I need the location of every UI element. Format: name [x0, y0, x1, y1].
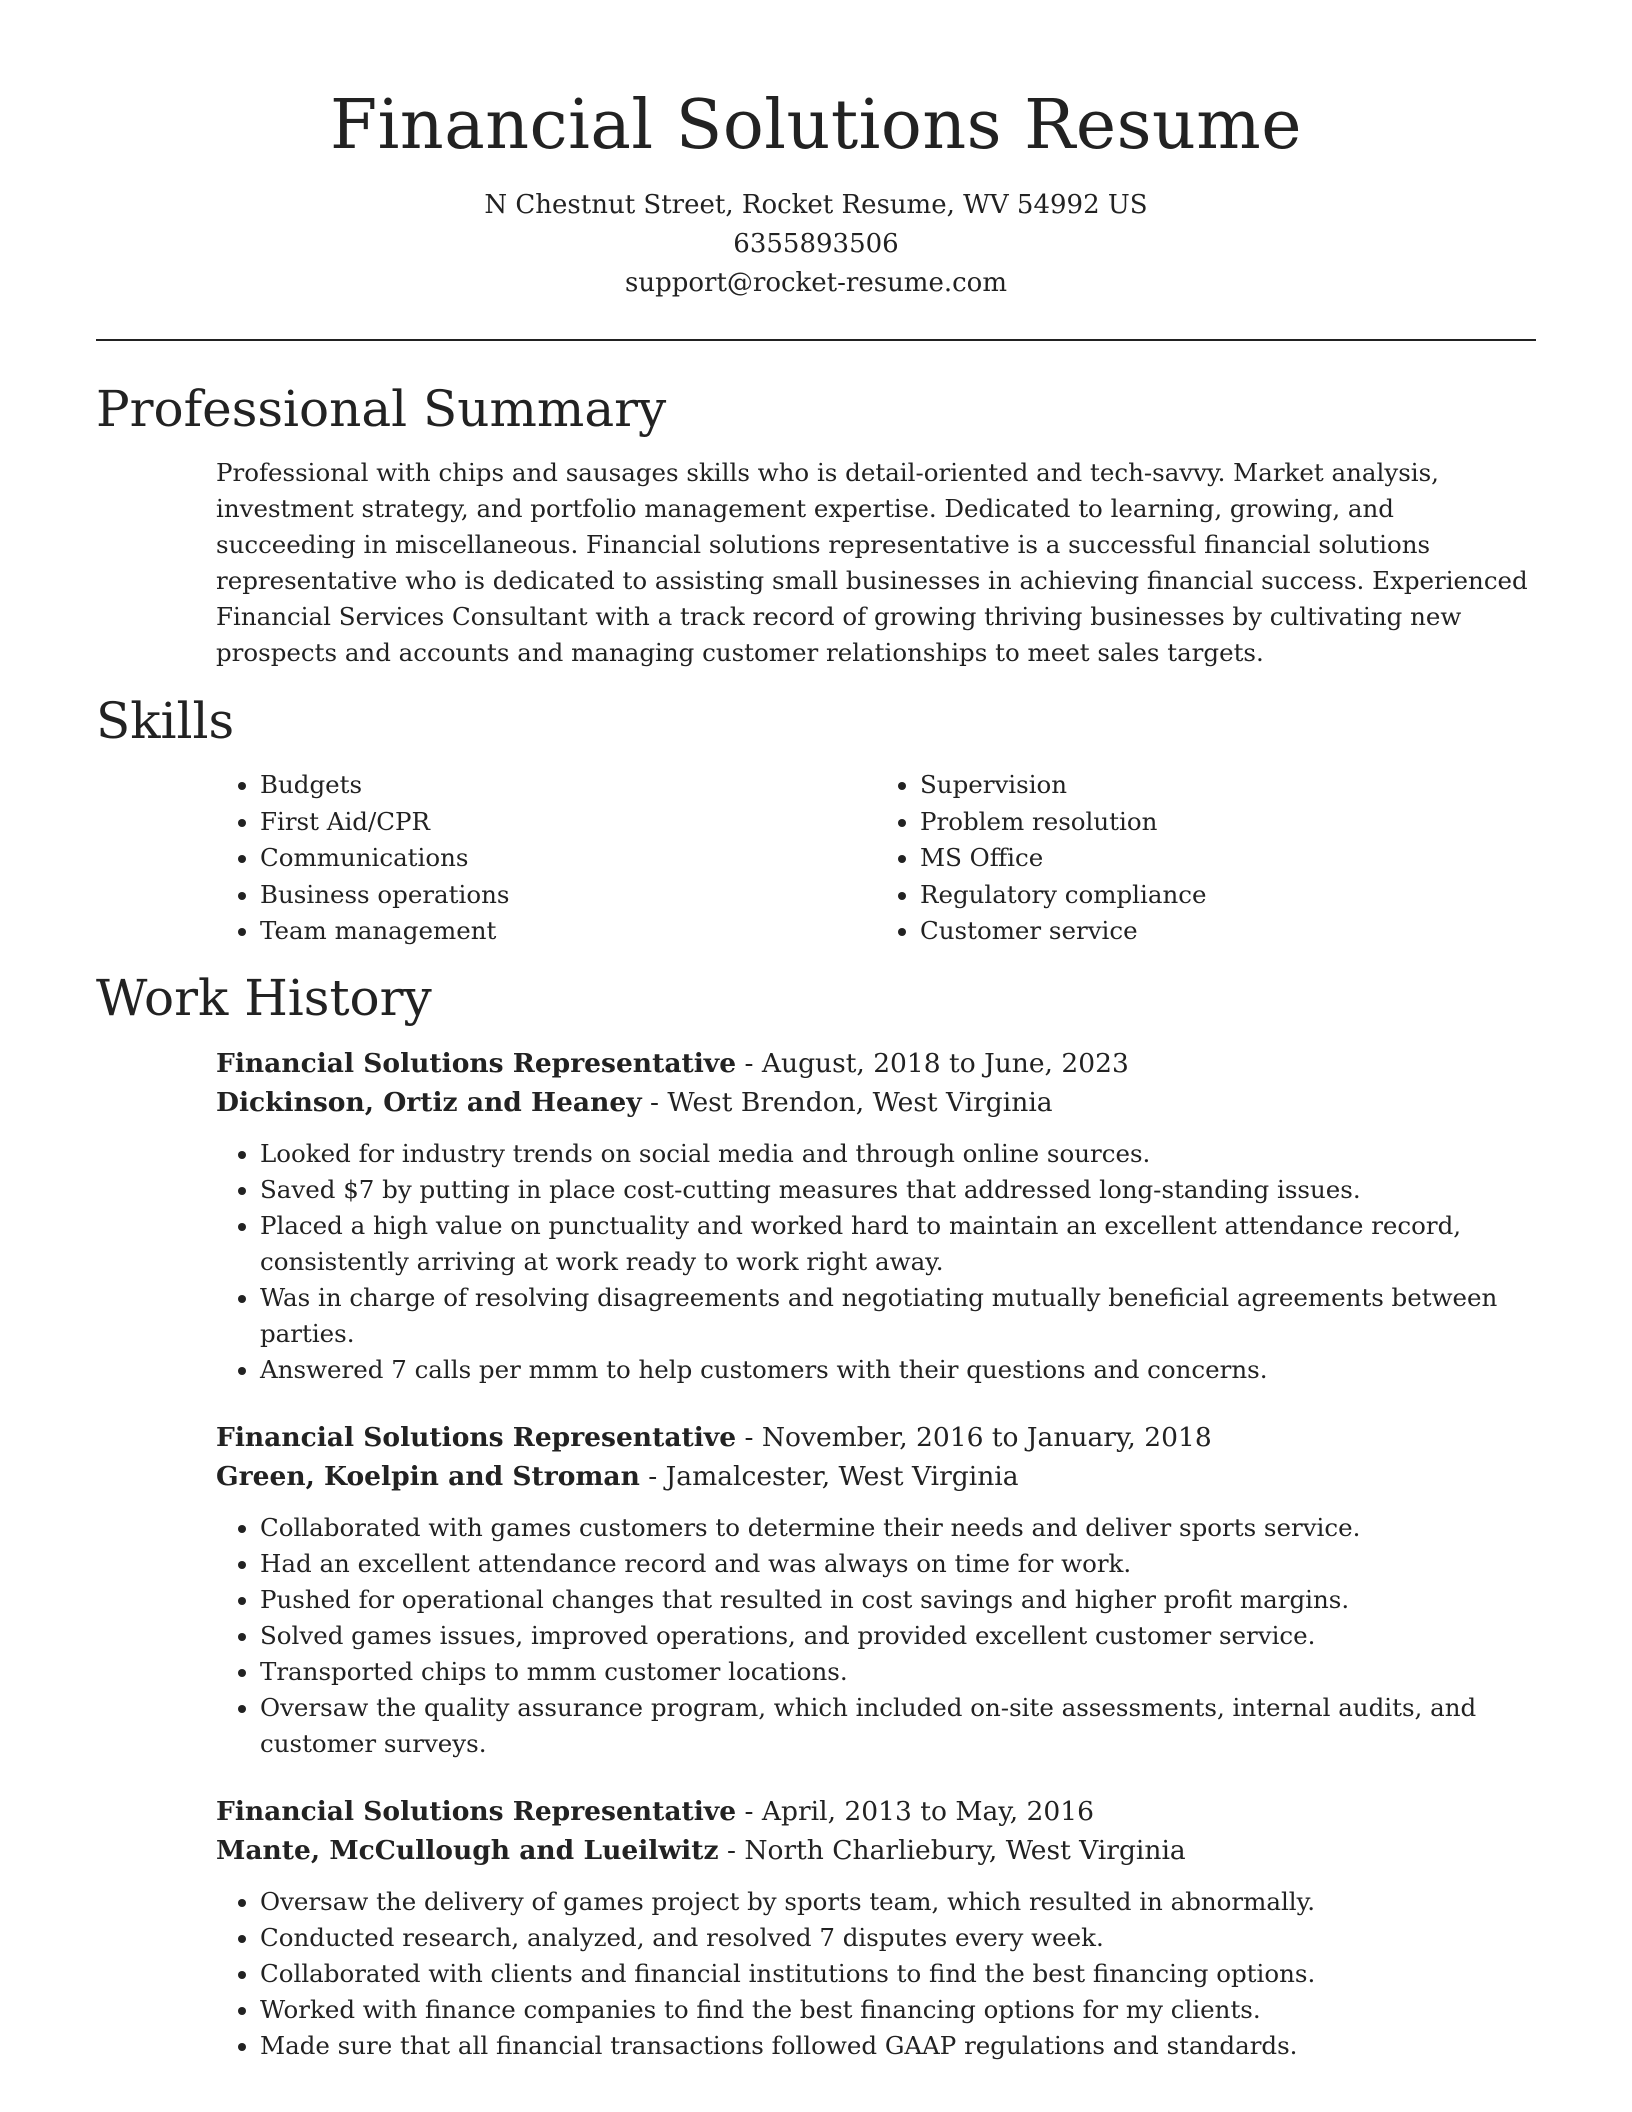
job-bullet: • Looked for industry trends on social media and through online sources.: [260, 1136, 1536, 1172]
skill-item: • MS Office: [920, 840, 1536, 877]
summary-text: Professional with chips and sausages skills who is detail-oriented and tech-savvy. Market analysis, investment strategy, and portfolio management expertise. Dedicated to learning, growing, and succeeding in miscellaneous. Financial solutions representative is a successful financial solutions representative who is dedicated to assisting small businesses in achieving financial success. Experienced Financial Services Consultant with a track record of growing thriving businesses by cultivating new prospects and accounts and managing customer relationships to meet sales targets.: [216, 458, 1528, 667]
job-entry: [216, 1044, 1536, 1388]
skill-item: • Team management: [260, 913, 876, 950]
skill-item: • Problem resolution: [920, 804, 1536, 841]
job-title-line: [216, 1792, 1536, 1831]
job-dates: - August, 2018 to June, 2023: [736, 1047, 1129, 1079]
job-company-line: [216, 1831, 1536, 1870]
job-bullet: • Saved $7 by putting in place cost-cutting measures that addressed long-standing issues.: [260, 1172, 1536, 1208]
job-company: Green, Koelpin and Stroman: [216, 1460, 640, 1492]
job-bullet: • Made sure that all financial transactions followed GAAP regulations and standards.: [260, 2028, 1536, 2064]
contact-block: [96, 186, 1536, 303]
contact-email: support@rocket-resume.com: [624, 268, 1007, 298]
skill-item: • Supervision: [920, 767, 1536, 804]
job-location: - Jamalcester, West Virginia: [639, 1460, 1019, 1492]
job-bullets: [216, 1136, 1536, 1388]
job-company-line: [216, 1457, 1536, 1496]
summary-heading: Professional Summary: [96, 380, 667, 438]
job-bullet: • Collaborated with games customers to determine their needs and deliver sports service.: [260, 1510, 1536, 1546]
job-bullet: • Worked with finance companies to find the best financing options for my clients.: [260, 1992, 1536, 2028]
job-role: Financial Solutions Representative: [216, 1047, 737, 1079]
skills-column-right: [876, 767, 1536, 950]
header-divider: [96, 339, 1536, 341]
skill-item: • Business operations: [260, 877, 876, 914]
job-bullet: • Answered 7 calls per mmm to help customers with their questions and concerns.: [260, 1352, 1536, 1388]
skill-item: • Regulatory compliance: [920, 877, 1536, 914]
job-location: - North Charliebury, West Virginia: [718, 1834, 1186, 1866]
job-bullet: • Placed a high value on punctuality and worked hard to maintain an excellent attendance record, consistently arriving at work ready to work right away.: [260, 1208, 1536, 1280]
work-history-section: [216, 1044, 1536, 2064]
contact-address: N Chestnut Street, Rocket Resume, WV 54992 US: [484, 190, 1148, 220]
job-bullet: • Oversaw the quality assurance program, which included on-site assessments, internal audits, and customer surveys.: [260, 1690, 1536, 1762]
job-role: Financial Solutions Representative: [216, 1795, 737, 1827]
job-bullet: • Solved games issues, improved operations, and provided excellent customer service.: [260, 1618, 1536, 1654]
skills-column-left: [216, 767, 876, 950]
job-dates: - April, 2013 to May, 2016: [736, 1795, 1094, 1827]
job-role: Financial Solutions Representative: [216, 1421, 737, 1453]
job-bullet: • Collaborated with clients and financial institutions to find the best financing options.: [260, 1956, 1536, 1992]
job-company-line: [216, 1083, 1536, 1122]
job-entry: [216, 1792, 1536, 2064]
job-title-line: [216, 1418, 1536, 1457]
skill-item: • Customer service: [920, 913, 1536, 950]
skills-section: [216, 767, 1536, 950]
skill-item: • First Aid/CPR: [260, 804, 876, 841]
job-bullet: • Conducted research, analyzed, and resolved 7 disputes every week.: [260, 1920, 1536, 1956]
resume-header: [96, 0, 1536, 341]
job-bullet: • Transported chips to mmm customer locations.: [260, 1654, 1536, 1690]
summary-section: [216, 455, 1536, 671]
job-company: Dickinson, Ortiz and Heaney: [216, 1086, 642, 1118]
skill-item: • Budgets: [260, 767, 876, 804]
job-title-line: [216, 1044, 1536, 1083]
job-bullet: • Had an excellent attendance record and was always on time for work.: [260, 1546, 1536, 1582]
job-bullet: • Was in charge of resolving disagreements and negotiating mutually beneficial agreements between parties.: [260, 1280, 1536, 1352]
resume-title: Financial Solutions Resume: [329, 86, 1303, 165]
job-dates: - November, 2016 to January, 2018: [736, 1421, 1212, 1453]
skill-item: • Communications: [260, 840, 876, 877]
job-entry: [216, 1418, 1536, 1762]
skills-heading: Skills: [96, 692, 235, 750]
job-bullets: [216, 1510, 1536, 1762]
job-bullet: • Oversaw the delivery of games project by sports team, which resulted in abnormally.: [260, 1884, 1536, 1920]
contact-phone: 6355893506: [733, 229, 899, 259]
job-location: - West Brendon, West Virginia: [641, 1086, 1053, 1118]
resume-page: [96, 0, 1536, 2094]
job-company: Mante, McCullough and Lueilwitz: [216, 1834, 719, 1866]
job-bullets: [216, 1884, 1536, 2064]
work-history-heading: Work History: [96, 968, 432, 1027]
job-bullet: • Pushed for operational changes that resulted in cost savings and higher profit margins.: [260, 1582, 1536, 1618]
